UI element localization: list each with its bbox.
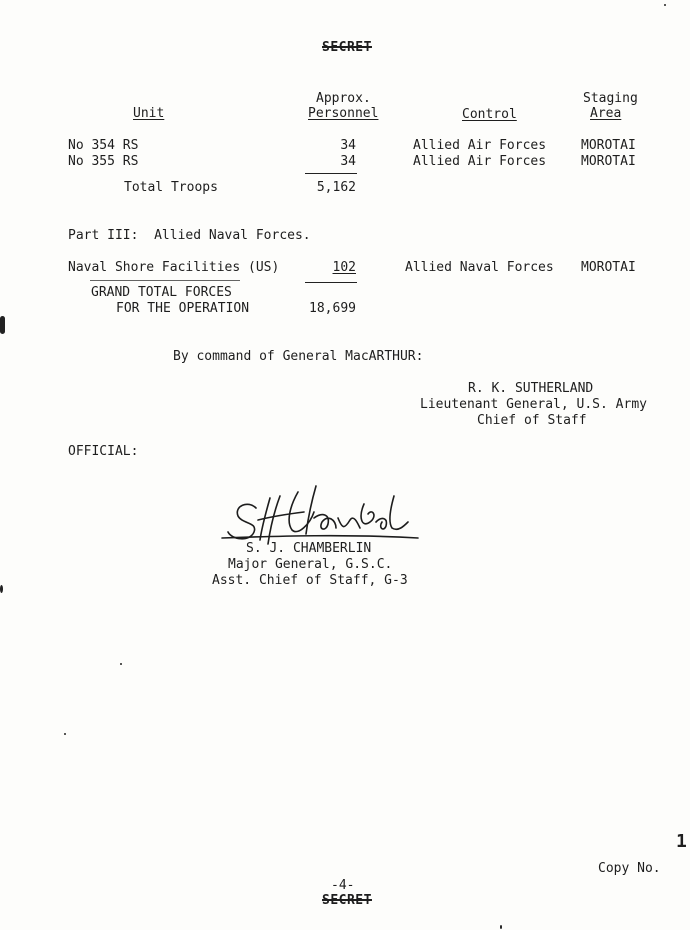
signer1-name: R. K. SUTHERLAND [468,381,594,396]
col-header-approx: Approx. [316,91,371,106]
command-line: By command of General MacARTHUR: [173,349,424,364]
scan-speck [120,663,122,665]
grand-total-value: 18,699 [309,301,356,316]
scan-speck [64,733,66,735]
copy-number-mark: 1 [676,831,687,852]
col-header-personnel: Personnel [308,106,379,121]
scan-speck [664,4,666,6]
scan-speck [0,585,3,593]
official-label: OFFICIAL: [68,444,139,459]
row-unit: No 355 RS [68,154,139,169]
naval-area: MOROTAI [581,260,636,275]
grand-total-rule-top [90,280,240,281]
copy-number-label: Copy No. [598,861,661,876]
row-control: Allied Air Forces [413,154,547,169]
row-personnel: 34 [340,138,356,153]
grand-total-rule [305,282,357,283]
signer2-title: Asst. Chief of Staff, G-3 [212,573,408,588]
naval-unit: Naval Shore Facilities (US) [68,260,280,275]
signer2-name: S. J. CHAMBERLIN [246,541,372,556]
signer1-rank: Lieutenant General, U.S. Army [420,397,647,412]
col-header-control: Control [462,107,517,122]
total-rule [305,173,357,174]
page-number: -4- [331,878,355,893]
total-troops-value: 5,162 [316,180,356,195]
col-header-area: Area [590,106,622,121]
grand-total-label-line1: GRAND TOTAL FORCES [91,285,232,300]
top-classification: SECRET [322,40,372,55]
naval-personnel: 102 [332,260,356,275]
row-area: MOROTAI [581,138,636,153]
row-area: MOROTAI [581,154,636,169]
col-header-unit: Unit [133,106,165,121]
scan-speck [500,925,502,929]
naval-control: Allied Naval Forces [405,260,554,275]
row-control: Allied Air Forces [413,138,547,153]
col-header-staging: Staging [583,91,638,106]
row-unit: No 354 RS [68,138,139,153]
row-personnel: 34 [340,154,356,169]
bottom-classification: SECRET [322,893,372,908]
total-troops-label: Total Troops [124,180,218,195]
signer2-rank: Major General, G.S.C. [228,557,393,572]
part3-heading: Part III: Allied Naval Forces. [68,228,311,243]
grand-total-label-line2: FOR THE OPERATION [116,301,250,316]
signer1-title: Chief of Staff [477,413,587,428]
scan-speck [0,316,5,334]
